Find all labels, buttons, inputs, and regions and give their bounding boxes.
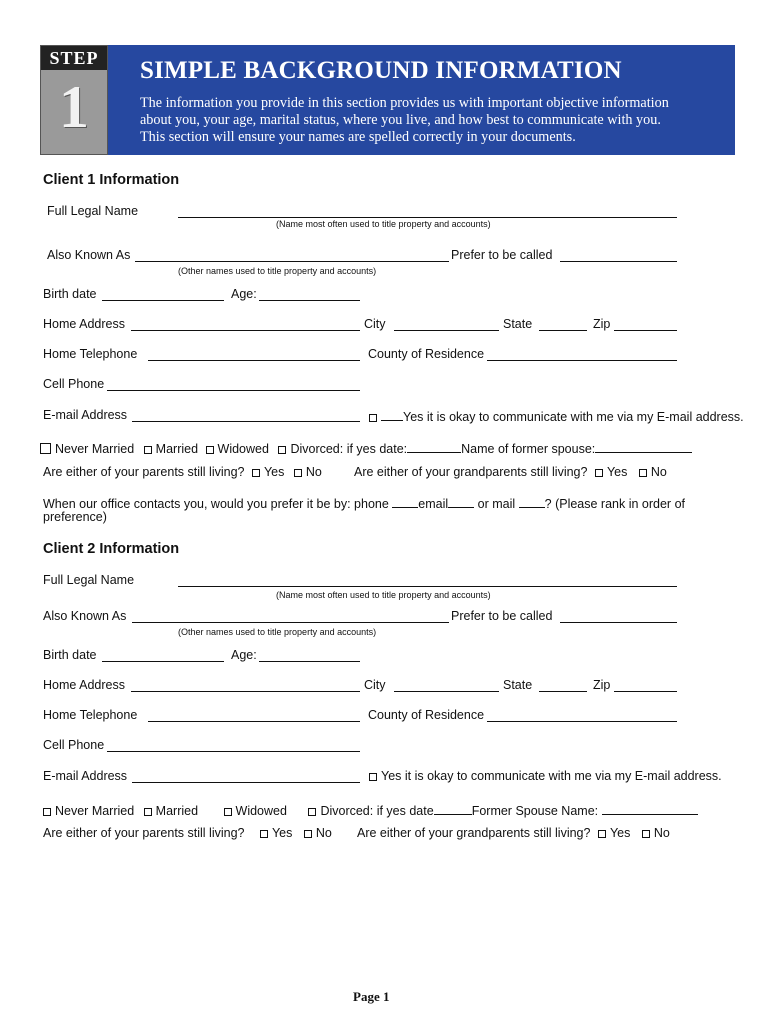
client2-state-field[interactable]: [539, 679, 587, 692]
client1-birth-date-field[interactable]: [102, 288, 224, 301]
client1-contact-rank-note: ? (Please rank in order of: [544, 497, 685, 511]
client1-widowed-label: Widowed: [217, 442, 269, 456]
client1-section-title: Client 1 Information: [43, 172, 180, 188]
client1-parents-question: [43, 465, 322, 480]
client1-widowed-checkbox[interactable]: [206, 446, 214, 454]
client1-email-field[interactable]: [132, 409, 360, 422]
client1-full-legal-name-field[interactable]: [178, 205, 677, 218]
client1-contact-mail-label: or mail: [474, 497, 516, 511]
client2-city-field[interactable]: [394, 679, 499, 692]
client1-parents-question-label: Are either of your parents still living?: [43, 465, 245, 479]
client2-name-note: (Name most often used to title property and accounts): [276, 590, 491, 600]
client1-state-field[interactable]: [539, 318, 587, 331]
description-line-3: This section will ensure your names are spelled correctly in your documents.: [140, 129, 576, 145]
client2-section-title: Client 2 Information: [43, 541, 180, 557]
client2-aka-label: Also Known As: [43, 609, 127, 623]
client2-county-field[interactable]: [487, 709, 677, 722]
client2-divorce-date-field[interactable]: [434, 802, 472, 815]
client2-age-field[interactable]: [259, 649, 360, 662]
client1-parents-yes-label: Yes: [263, 465, 285, 479]
client1-contact-email-rank[interactable]: [448, 495, 474, 508]
client2-email-consent: [369, 769, 722, 784]
client1-contact-email-label: email: [418, 497, 449, 511]
header-banner: [108, 45, 735, 155]
client2-parents-yes-label: Yes: [271, 826, 293, 840]
client1-aka-label: Also Known As: [47, 248, 131, 262]
client2-divorced-checkbox[interactable]: [308, 808, 316, 816]
client2-aka-note: (Other names used to title property and accounts): [178, 627, 377, 637]
client1-county-field[interactable]: [487, 348, 677, 361]
client1-county-label: County of Residence: [368, 347, 485, 361]
client1-never-married-label: Never Married: [55, 442, 135, 456]
client1-contact-phone-label: When our office contacts you, would you prefer it be by: phone: [43, 497, 389, 511]
client2-aka-field[interactable]: [132, 610, 449, 623]
client2-email-field[interactable]: [132, 770, 360, 783]
client2-county-label: County of Residence: [368, 708, 485, 722]
client2-home-address-label: Home Address: [43, 678, 125, 692]
client2-home-address-field[interactable]: [131, 679, 360, 692]
client1-contact-mail-rank[interactable]: [519, 495, 545, 508]
client2-city-label: City: [364, 678, 386, 692]
client1-age-label: Age:: [231, 287, 257, 301]
client1-email-consent-checkbox[interactable]: [369, 414, 377, 422]
client1-married-label: Married: [155, 442, 199, 456]
client2-married-checkbox[interactable]: [144, 808, 152, 816]
client1-contact-preference: [43, 495, 685, 512]
client1-grandparents-no-checkbox[interactable]: [639, 469, 647, 477]
step-label: STEP: [41, 46, 107, 70]
client1-state-label: State: [503, 317, 533, 331]
step-number: 1: [59, 74, 89, 140]
client1-home-telephone-field[interactable]: [148, 348, 360, 361]
client1-former-spouse-field[interactable]: [595, 440, 692, 453]
client1-zip-field[interactable]: [614, 318, 677, 331]
header-description: [140, 95, 721, 146]
client1-home-address-label: Home Address: [43, 317, 125, 331]
client2-former-spouse-field[interactable]: [602, 802, 698, 815]
client2-cell-phone-label: Cell Phone: [43, 738, 105, 752]
client2-never-married-label: Never Married: [55, 804, 135, 818]
client1-email-consent: [369, 408, 744, 425]
client1-city-field[interactable]: [394, 318, 499, 331]
client2-zip-field[interactable]: [614, 679, 677, 692]
client2-parents-question: [43, 826, 332, 841]
client2-marital-status: [43, 802, 698, 819]
step-badge: [40, 45, 108, 155]
client1-prefer-field[interactable]: [560, 249, 677, 262]
client1-name-note: (Name most often used to title property and accounts): [276, 219, 491, 229]
client1-zip-label: Zip: [593, 317, 611, 331]
client2-full-legal-name-field[interactable]: [178, 574, 677, 587]
client2-divorced-label: Divorced: if yes date: [320, 804, 434, 818]
client2-birth-date-label: Birth date: [43, 648, 97, 662]
client2-zip-label: Zip: [593, 678, 611, 692]
client2-never-married-checkbox[interactable]: [43, 808, 51, 816]
client1-parents-yes-checkbox[interactable]: [252, 469, 260, 477]
client1-cell-phone-field[interactable]: [107, 378, 360, 391]
client1-grandparents-question-label: Are either of your grandparents still living?: [354, 465, 588, 479]
client1-parents-no-label: No: [305, 465, 322, 479]
client1-grandparents-no-label: No: [650, 465, 667, 479]
client1-age-field[interactable]: [259, 288, 360, 301]
client1-email-consent-label: Yes it is okay to communicate with me via my E-mail address.: [403, 410, 744, 424]
page-number: Page 1: [353, 989, 390, 1004]
client2-cell-phone-field[interactable]: [107, 739, 360, 752]
client1-grandparents-yes-label: Yes: [606, 465, 628, 479]
client1-aka-field[interactable]: [135, 249, 449, 262]
client1-grandparents-yes-checkbox[interactable]: [595, 469, 603, 477]
client1-email-label: E-mail Address: [43, 408, 128, 422]
client2-age-label: Age:: [231, 648, 257, 662]
client2-parents-no-label: No: [315, 826, 332, 840]
client2-state-label: State: [503, 678, 533, 692]
client1-cell-phone-label: Cell Phone: [43, 377, 105, 391]
client2-married-label: Married: [155, 804, 199, 818]
client2-home-telephone-field[interactable]: [148, 709, 360, 722]
client1-city-label: City: [364, 317, 386, 331]
client1-married-checkbox[interactable]: [144, 446, 152, 454]
client2-grandparents-yes-label: Yes: [609, 826, 631, 840]
client2-email-label: E-mail Address: [43, 769, 128, 783]
client1-divorced-label: Divorced: if yes date:: [290, 442, 408, 456]
client1-divorce-date-field[interactable]: [407, 440, 461, 453]
client2-email-consent-checkbox[interactable]: [369, 773, 377, 781]
client1-aka-note: (Other names used to title property and accounts): [178, 266, 377, 276]
description-line-2: about you, your age, marital status, where you live, and how best to communicate with you.: [140, 112, 661, 128]
client2-widowed-checkbox[interactable]: [224, 808, 232, 816]
client2-grandparents-no-checkbox[interactable]: [642, 830, 650, 838]
client2-prefer-field[interactable]: [560, 610, 677, 623]
page-title: SIMPLE BACKGROUND INFORMATION: [140, 57, 622, 84]
client1-home-telephone-label: Home Telephone: [43, 347, 138, 361]
client2-former-spouse-label: Former Spouse Name:: [471, 804, 599, 818]
client1-home-address-field[interactable]: [131, 318, 360, 331]
client1-grandparents-question: [354, 465, 667, 480]
client1-contact-phone-rank[interactable]: [392, 495, 418, 508]
client2-prefer-label: Prefer to be called: [451, 609, 553, 623]
client1-marital-status: [40, 440, 692, 457]
client1-prefer-label: Prefer to be called: [451, 248, 553, 262]
client2-birth-date-field[interactable]: [102, 649, 224, 662]
client2-full-legal-name-label: Full Legal Name: [43, 573, 135, 587]
client2-grandparents-no-label: No: [653, 826, 670, 840]
client1-contact-preference-line2: preference): [43, 510, 107, 524]
client1-full-legal-name-label: Full Legal Name: [47, 204, 139, 218]
client2-grandparents-yes-checkbox[interactable]: [598, 830, 606, 838]
client2-grandparents-question-label: Are either of your grandparents still living?: [357, 826, 591, 840]
client1-email-consent-blank[interactable]: [381, 408, 403, 421]
client2-grandparents-question: [357, 826, 670, 841]
description-line-1: The information you provide in this section provides us with important objective information: [140, 95, 669, 111]
client2-widowed-label: Widowed: [235, 804, 287, 818]
client1-never-married-checkbox[interactable]: [40, 443, 51, 454]
client1-former-spouse-label: Name of former spouse:: [461, 442, 596, 456]
client2-parents-no-checkbox[interactable]: [304, 830, 312, 838]
client2-parents-question-label: Are either of your parents still living?: [43, 826, 245, 840]
client1-parents-no-checkbox[interactable]: [294, 469, 302, 477]
client2-parents-yes-checkbox[interactable]: [260, 830, 268, 838]
client2-email-consent-label: Yes it is okay to communicate with me via my E-mail address.: [381, 769, 722, 783]
client1-divorced-checkbox[interactable]: [278, 446, 286, 454]
client1-birth-date-label: Birth date: [43, 287, 97, 301]
client2-home-telephone-label: Home Telephone: [43, 708, 138, 722]
